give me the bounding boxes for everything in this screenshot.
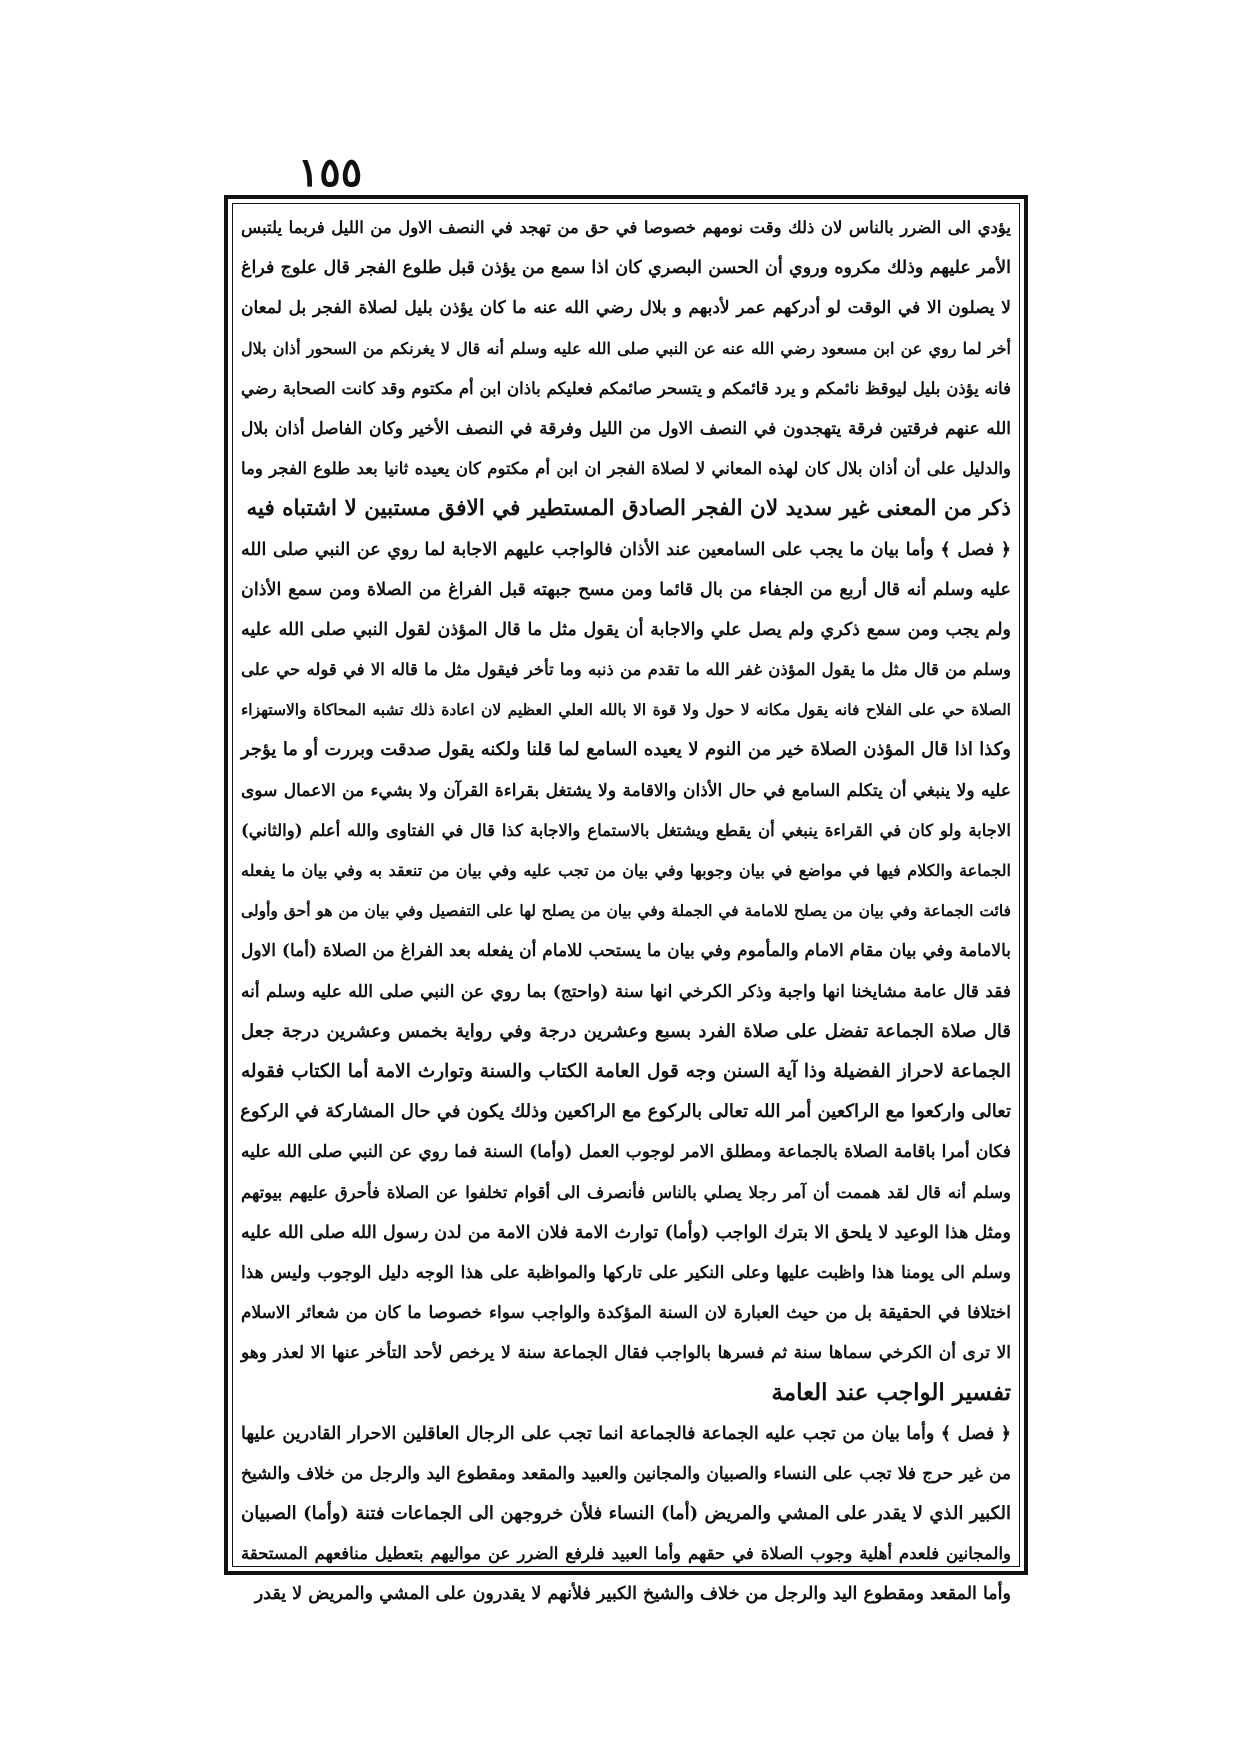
text-line: الله عنهم فرقتين فرقة يتهجدون في النصف الاول من الليل وفرقة في النصف الأخير وكان الفاصل أذان بلال (241, 418, 1011, 439)
text-line: وسلم أنه قال لقد هممت أن آمر رجلا يصلي بالناس فأنصرف الى أقوام تخلفوا عن الصلاة فأحرق عليهم بيوتهم (241, 1182, 1011, 1202)
text-line: وسلم الى يومنا هذا واظبت عليها وعلى النكير على تاركها والمواظبة على هذا الوجه دليل الوجوب وليس هذا (241, 1262, 1011, 1283)
text-line: لا يصلون الا في الوقت لو أدركهم عمر لأدبهم و بلال رضي الله عنه ما كان يؤذن بليل لصلاة الفجر بل لمعان (241, 298, 1011, 319)
text-line: وسلم من قال مثل ما يقول المؤذن غفر الله ما تقدم من ذنبه وما تأخر فيقول مثل ما قاله الا في قوله حي على (241, 660, 1011, 680)
text-line: تفسير الواجب عند العامة (771, 1379, 1011, 1407)
text-line: فانه يؤذن بليل ليوقظ نائمكم و يرد قائمكم و يتسحر صائمكم فعليكم باذان ابن أم مكتوم وقد كانت الصحابة رضي (241, 378, 1011, 398)
text-line: الصلاة حي على الفلاح فانه يقول مكانه لا حول ولا قوة الا بالله العلي العظيم لان اعادة ذلك تشبه المحاكاة والاستهزاء (241, 700, 1011, 720)
text-line: الأمر عليهم وذلك مكروه وروي أن الحسن البصري كان اذا سمع من يؤذن قبل طلوع الفجر قال علوج فراغ (241, 258, 1011, 279)
text-line: وأما المقعد ومقطوع اليد والرجل من خلاف والشيخ الكبير فلأنهم لا يقدرون على المشي والمريض لا يقدر (254, 1584, 1011, 1605)
text-line: والدليل على أن أذان بلال كان لهذه المعاني لا لصلاة الفجر ان ابن أم مكتوم كان يعيده ثانيا بعد طلوع الفجر وما (241, 459, 1011, 479)
text-line: فائت الجماعة وفي بيان من يصلح للامامة في الجملة وفي بيان من يصلح لها على التفصيل وفي بيان من هو أحق وأولى (241, 901, 1011, 921)
text-body (241, 208, 1011, 1615)
text-line: أخر لما روي عن ابن مسعود رضي الله عنه عن النبي صلى الله عليه وسلم أنه قال لا يغرنكم من السحور أذان بلال (241, 338, 1011, 358)
text-line: وكذا اذا قال المؤذن الصلاة خير من النوم لا يعيده السامع لما قلنا ولكنه يقول صدقت وبررت أو ما يؤجر (241, 739, 1011, 761)
text-line: ومثل هذا الوعيد لا يلحق الا بترك الواجب (وأما) توارث الامة فلان الامة من لدن رسول الله صلى الله عليه (241, 1222, 1011, 1243)
text-line: قال صلاة الجماعة تفضل على صلاة الفرد بسبع وعشرين درجة وفي رواية بخمس وعشرين درجة جعل (241, 1020, 1011, 1042)
text-line: الا ترى أن الكرخي سماها سنة ثم فسرها بالواجب فقال الجماعة سنة لا يرخص لأحد التأخر عنها الا لعذر وهو (241, 1343, 1011, 1364)
text-line: الاجابة ولو كان في القراءة ينبغي أن يقطع ويشتغل بالاستماع والاجابة كذا قال في الفتاوى والله أعلم (والثاني) (241, 820, 1011, 840)
text-line: بالامامة وفي بيان مقام الامام والمأموم وفي بيان ما يستحب للامام أن يفعله بعد الفراغ من الصلاة (أما) الاول (241, 941, 1011, 962)
text-line: تعالى واركعوا مع الراكعين أمر الله تعالى بالركوع مع الراكعين وذلك يكون في حال المشاركة في الركوع (240, 1101, 1011, 1123)
text-line: فقد قال عامة مشايخنا انها واجبة وذكر الكرخي انها سنة (واحتج) بما روي عن النبي صلى الله عليه وسلم أنه (241, 981, 1011, 1002)
text-line: من غير حرج فلا تجب على النساء والصبيان والمجانين والعبيد والمقعد ومقطوع اليد والرجل من خلاف والشيخ (241, 1463, 1011, 1484)
text-line: ﴿ فصل ﴾ وأما بيان من تجب عليه الجماعة فالجماعة انما تجب على الرجال العاقلين الاحرار القادرين عليها (241, 1423, 1011, 1444)
text-line: فكان أمرا باقامة الصلاة بالجماعة ومطلق الامر لوجوب العمل (وأما) السنة فما روي عن النبي صلى الله عليه (241, 1142, 1011, 1163)
text-line: الجماعة لاحراز الفضيلة وذا آية السنن وجه قول العامة الكتاب والسنة وتوارث الامة أما الكتاب فقوله (241, 1060, 1011, 1082)
text-line: اختلافا في الحقيقة بل من حيث العبارة لان السنة المؤكدة والواجب سواء خصوصا ما كان من شعائر الاسلام (241, 1303, 1011, 1324)
text-line: يؤدي الى الضرر بالناس لان ذلك وقت نومهم خصوصا في حق من تهجد في النصف الاول من الليل فربما يلتبس (241, 218, 1011, 237)
text-line: ذكر من المعنى غير سديد لان الفجر الصادق المستطير في الافق مستبين لا اشتباه فيه (246, 496, 1011, 522)
text-line: الجماعة والكلام فيها في مواضع في بيان وجوبها وفي بيان من تجب عليه وفي بيان من تنعقد به وفي بيان ما يفعله (241, 861, 1012, 880)
text-line: والمجانين فلعدم أهلية وجوب الصلاة في حقهم وأما العبيد فلرفع الضرر عن مواليهم بتعطيل منافعهم المستحقة (241, 1544, 1011, 1564)
page-number: ١٥٥ (297, 149, 363, 196)
text-line: الكبير الذي لا يقدر على المشي والمريض (أما) النساء فلأن خروجهن الى الجماعات فتنة (وأما) الصبيان (241, 1503, 1011, 1524)
text-frame (232, 203, 1020, 1605)
text-line: ﴿ فصل ﴾ وأما بيان ما يجب على السامعين عند الأذان فالواجب عليهم الاجابة لما روي عن النبي صلى الله (241, 539, 1011, 560)
text-line: عليه ولا ينبغي أن يتكلم السامع في حال الأذان والاقامة ولا يشتغل بقراءة القرآن ولا بشيء من الاعمال سوى (241, 780, 1011, 801)
text-line: ولم يجب ومن سمع ذكري ولم يصل علي والاجابة أن يقول مثل ما قال المؤذن لقول النبي صلى الله عليه (241, 619, 1011, 640)
text-line: عليه وسلم أنه قال أربع من الجفاء من بال قائما ومن مسح جبهته قبل الفراغ من الصلاة ومن سمع الأذان (241, 579, 1011, 600)
